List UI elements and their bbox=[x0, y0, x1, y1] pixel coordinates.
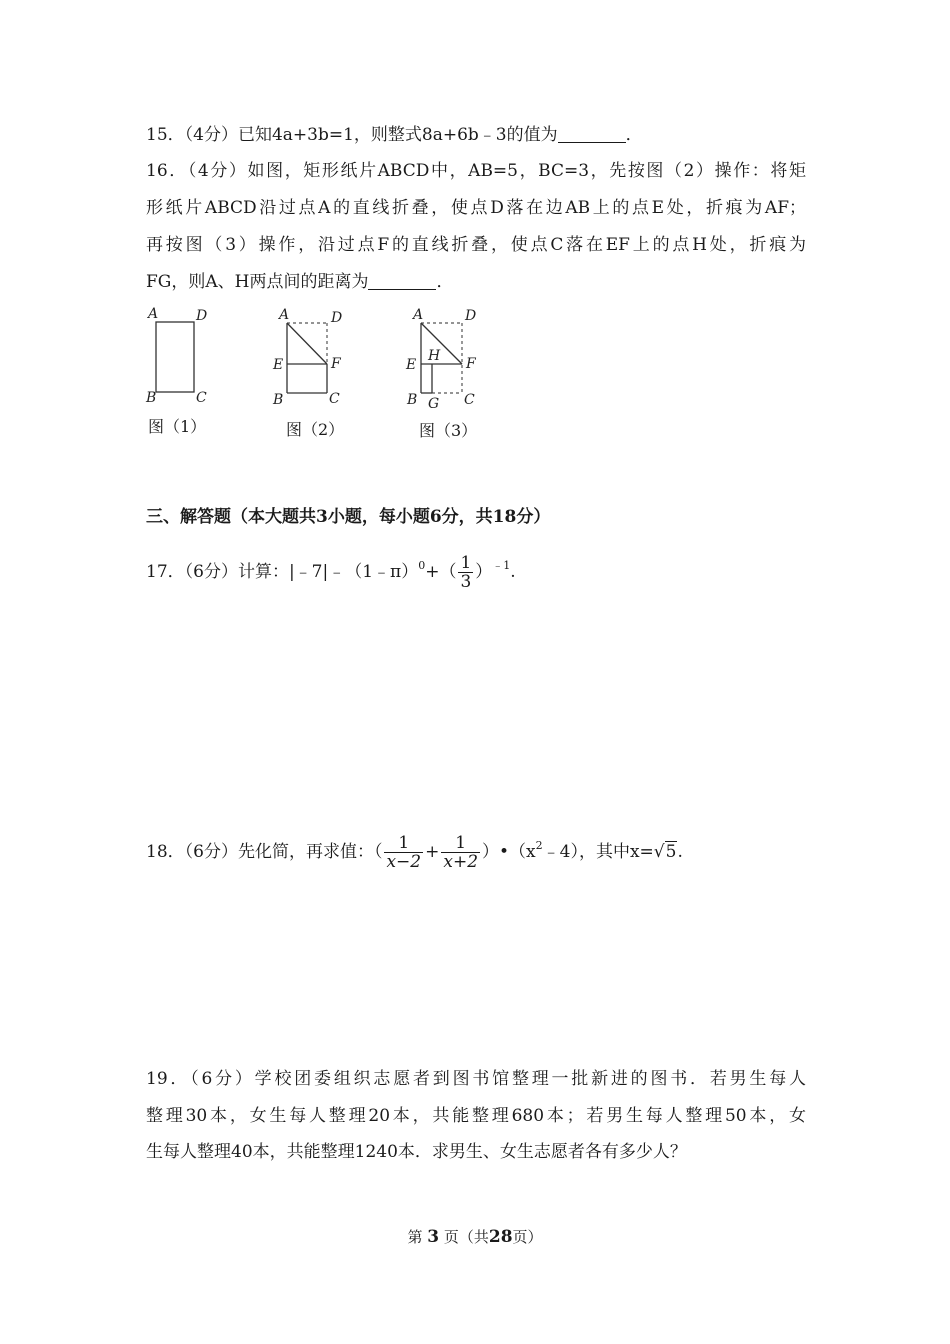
label-a: A bbox=[413, 307, 424, 323]
question-16-line-3: 再按图（3）操作，沿过点F的直线折叠，使点C落在EF上的点H处，折痕为 bbox=[146, 235, 806, 255]
label-e: E bbox=[406, 357, 417, 373]
label-d: D bbox=[331, 310, 343, 326]
fraction-one-third: $\frac{1}{3}$ bbox=[460, 553, 472, 592]
label-c: C bbox=[196, 390, 207, 406]
question-15: 15．（4分）已知4a+3b=1，则整式8a+6b﹣3的值为 ． bbox=[146, 125, 643, 145]
figure-3-caption: 图（3） bbox=[419, 421, 478, 440]
answer-blank bbox=[558, 127, 626, 143]
question-19-line-3: 生每人整理40本，共能整理1240本．求男生、女生志愿者各有多少人？ bbox=[146, 1142, 687, 1162]
question-17: 17．（6分）计算：|﹣7|﹣（1﹣π）$^0$+（ $\frac{1}{3}$ ）$^{﹣1}$. bbox=[146, 553, 516, 592]
label-c: C bbox=[329, 391, 340, 407]
question-18: 18．（6分）先化简，再求值：（ $\frac{1}{x-2}$ + $\frac{1}{x+2}$ ）$•(x^2﹣4)$，其中x=√5. bbox=[146, 833, 683, 872]
question-19-line-2: 整理30本，女生每人整理20本，共能整理680本；若男生每人整理50本，女 bbox=[146, 1106, 806, 1126]
section-3-title: 三、解答题（本大题共3小题，每小题6分，共18分） bbox=[146, 507, 551, 527]
label-d: D bbox=[465, 308, 477, 324]
label-a: A bbox=[279, 307, 290, 323]
page-footer: 第 3 页（共28页） bbox=[407, 1227, 543, 1247]
answer-blank bbox=[368, 274, 436, 290]
label-h: H bbox=[428, 348, 441, 364]
label-b: B bbox=[407, 392, 418, 408]
label-g: G bbox=[428, 396, 440, 412]
figure-1 bbox=[140, 300, 220, 414]
figure-3 bbox=[404, 300, 494, 416]
label-a: A bbox=[148, 306, 159, 322]
label-b: B bbox=[273, 392, 284, 408]
label-e: E bbox=[273, 357, 284, 373]
figure-1-caption: 图（1） bbox=[148, 417, 207, 436]
figure-2-caption: 图（2） bbox=[286, 420, 345, 439]
question-16-line-2: 形纸片ABCD沿过点A的直线折叠，使点D落在边AB上的点E处，折痕为AF； bbox=[146, 198, 806, 218]
sqrt-symbol: √5 bbox=[653, 842, 677, 862]
question-19-line-1: 19．（6分）学校团委组织志愿者到图书馆整理一批新进的图书．若男生每人 bbox=[146, 1069, 806, 1089]
label-c: C bbox=[464, 392, 475, 408]
question-16-line-4: FG，则A、H两点间的距离为 ． bbox=[146, 272, 454, 292]
label-b: B bbox=[146, 390, 157, 406]
label-d: D bbox=[196, 308, 208, 324]
label-f: F bbox=[331, 356, 341, 372]
question-16-line-1: 16．（4分）如图，矩形纸片ABCD中，AB=5，BC=3，先按图（2）操作：将矩 bbox=[146, 161, 806, 181]
figure-2 bbox=[270, 300, 360, 416]
label-f: F bbox=[466, 356, 476, 372]
fraction-x-plus-2: $\frac{1}{x+2}$ bbox=[443, 833, 479, 872]
fraction-x-minus-2: $\frac{1}{x-2}$ bbox=[386, 833, 422, 872]
